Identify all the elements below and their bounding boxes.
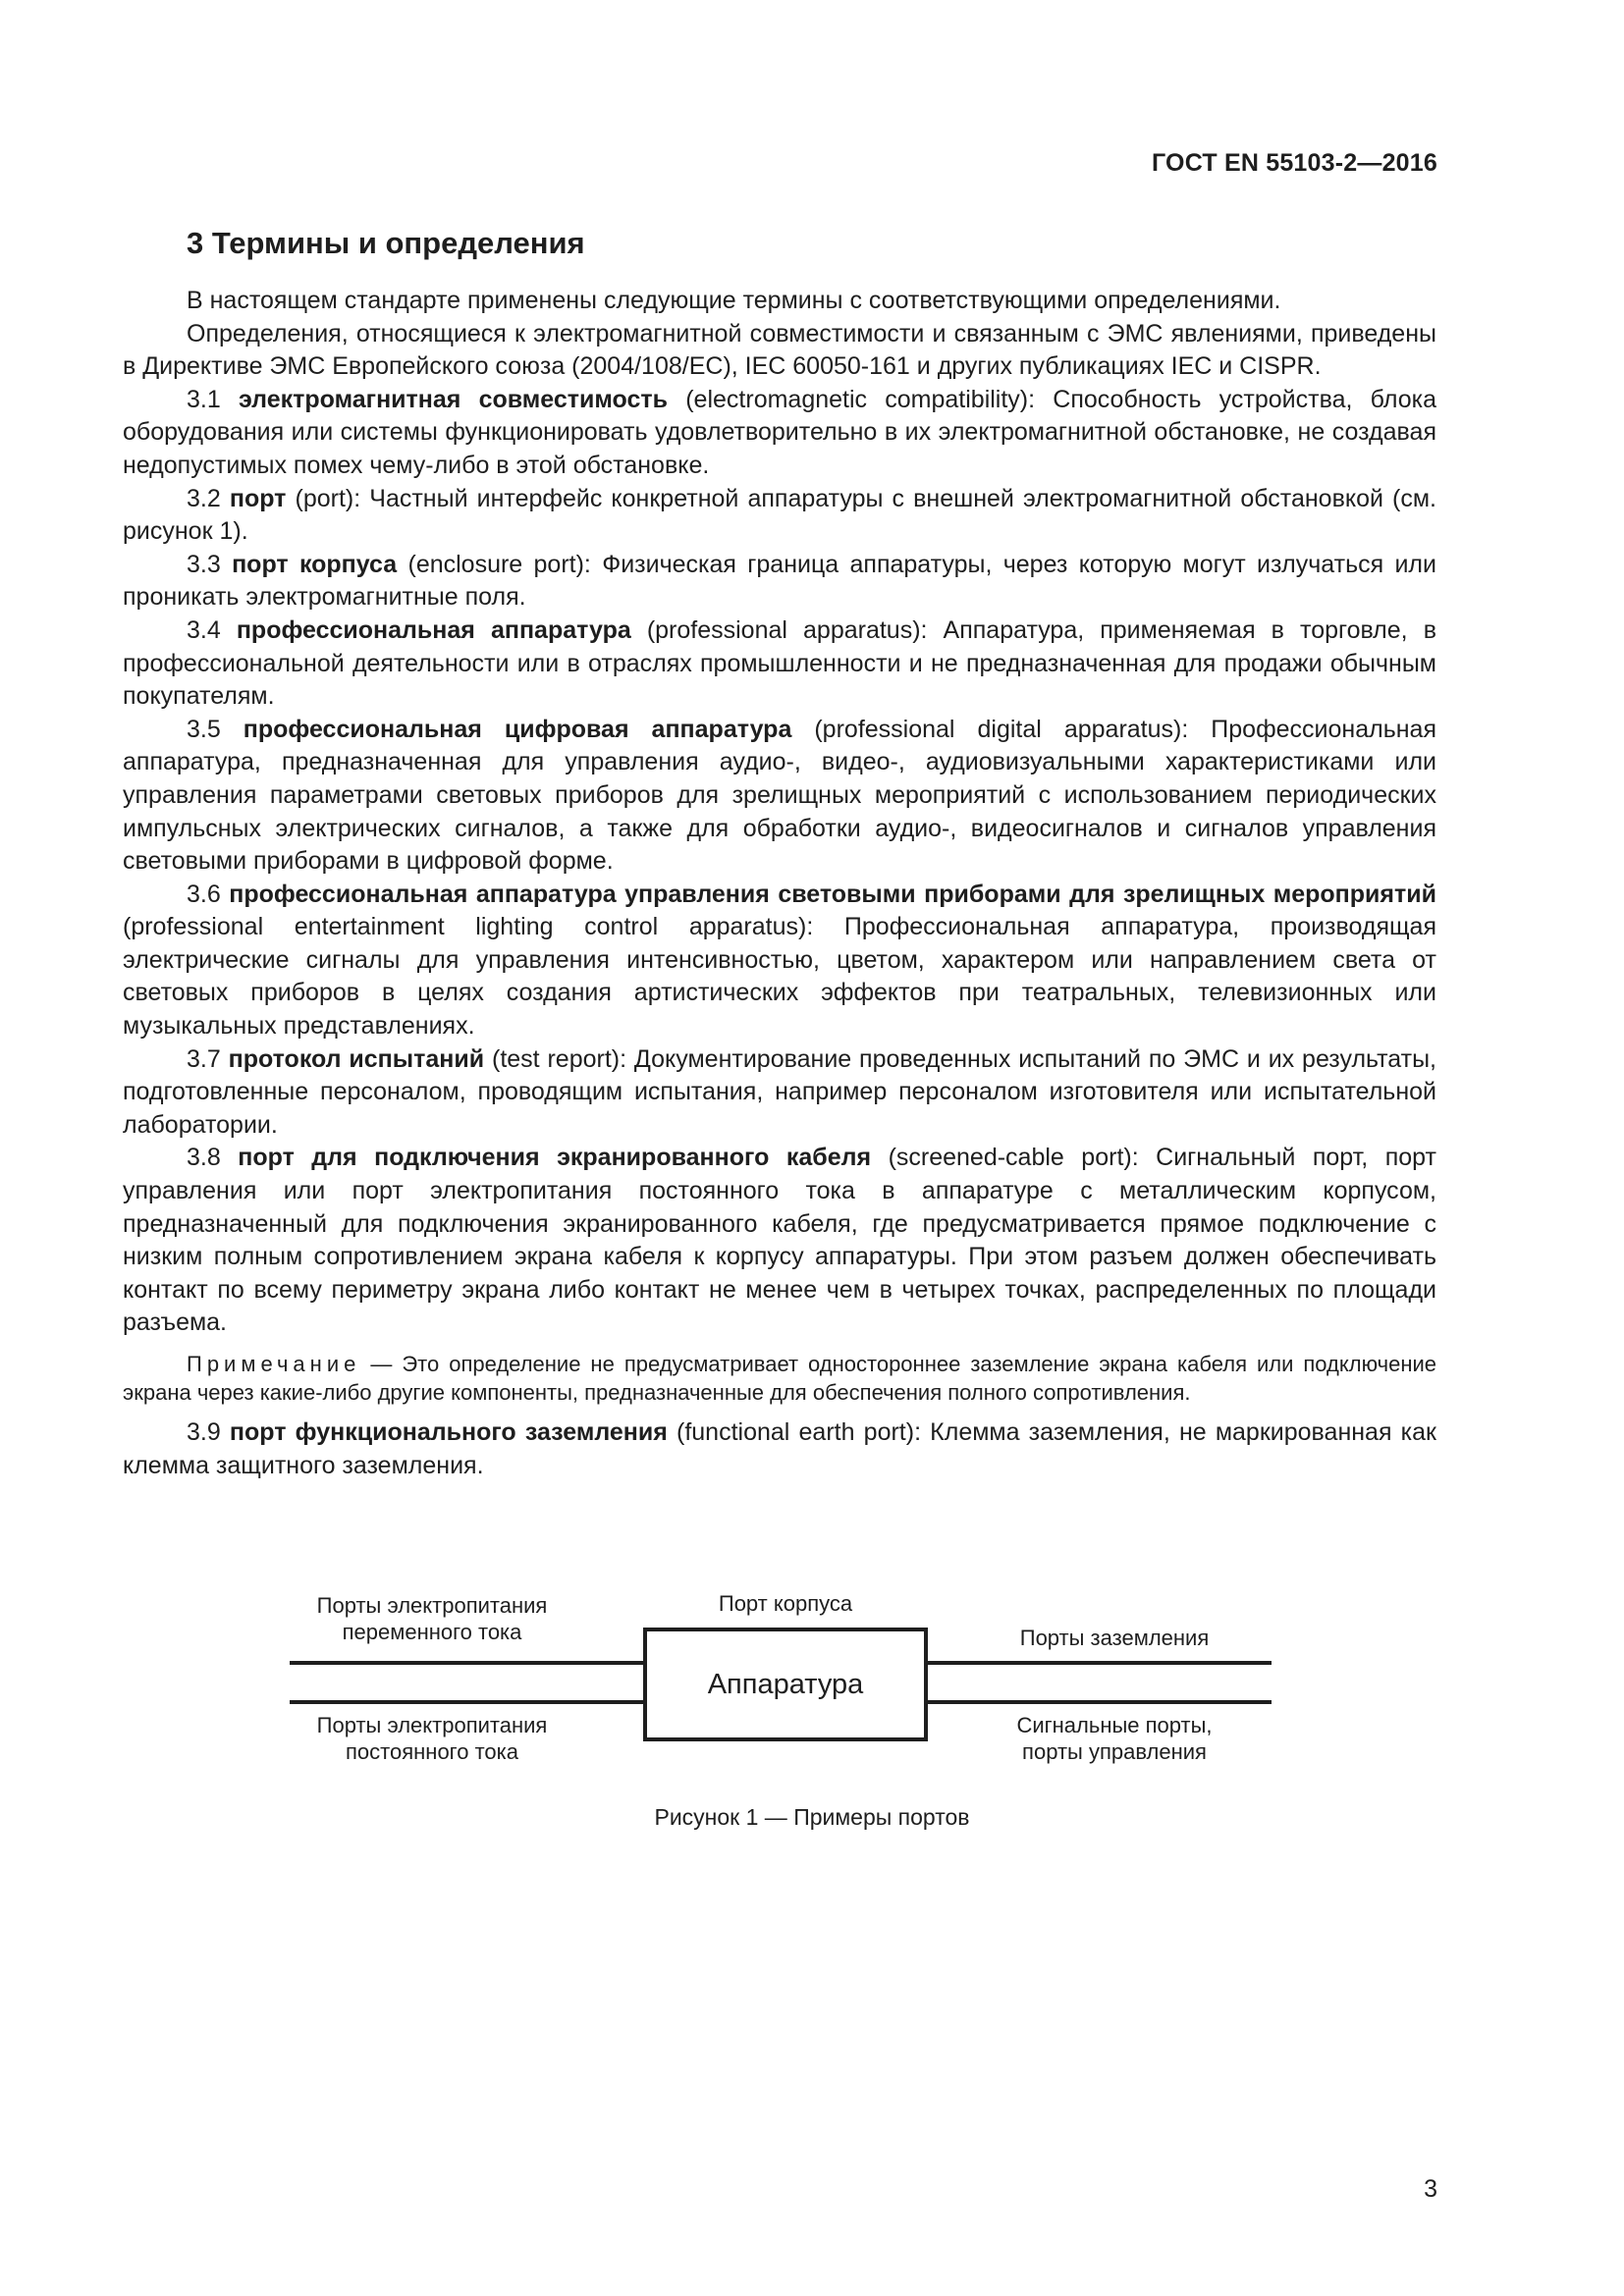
section-title: 3 Термины и определения bbox=[187, 226, 585, 260]
term-definition: (electromagnetic compatibility): Способность устройства, блока оборудования или системы функционировать удовлетворительно в их электромагнитной обстановке, не создавая недопустимых помех чему-либо в этой обстановке. bbox=[123, 385, 1437, 479]
term-definition: (functional earth port): Клемма заземления, не маркированная как клемма защитного заземления. bbox=[123, 1418, 1436, 1479]
term-name: профессиональная цифровая аппаратура bbox=[243, 715, 792, 743]
term-3-5 bbox=[123, 714, 1436, 879]
term-definition: (test report): Документирование проведенных испытаний по ЭМС и их результаты, подготовленные персоналом, проводящим испытания, например персоналом изготовителя или испытательной лаборатории. bbox=[123, 1044, 1436, 1139]
term-3-7 bbox=[123, 1043, 1436, 1143]
term-name: порт корпуса bbox=[232, 550, 398, 578]
label-line: Сигнальные порты, bbox=[1016, 1713, 1213, 1737]
term-number: 3.2 bbox=[187, 484, 230, 512]
term-3-9 bbox=[123, 1416, 1436, 1482]
intro-paragraph: В настоящем стандарте применены следующие термины с соответствующими определениями. bbox=[187, 287, 1281, 314]
term-name: протокол испытаний bbox=[228, 1044, 485, 1073]
document-id-header: ГОСТ EN 55103-2—2016 bbox=[1152, 149, 1437, 177]
note bbox=[123, 1350, 1436, 1407]
term-definition: (professional entertainment lighting control apparatus): Профессиональная аппаратура, производящая электрические сигналы для управления интенсивностью, цветом, характером или направлением света от световых приборов в целях создания артистических эффектов при театральных, телевизионных или музыкальных представлениях. bbox=[123, 913, 1436, 1041]
term-name: электромагнитная совместимость bbox=[238, 385, 669, 413]
term-3-8 bbox=[123, 1142, 1436, 1340]
term-definition: (professional apparatus): Аппаратура, применяемая в торговле, в профессиональной деятельности или в отраслях промышленности и не предназначенная для продажи обычным покупателям. bbox=[123, 615, 1436, 711]
term-number: 3.9 bbox=[187, 1418, 230, 1446]
earth-ports-label: Порты заземления bbox=[1019, 1626, 1210, 1650]
enclosure-port-label: Порт корпуса bbox=[718, 1591, 853, 1616]
ac-power-ports-label bbox=[290, 1592, 574, 1645]
label-line: Порты электропитания bbox=[316, 1593, 548, 1618]
dc-power-ports-label bbox=[290, 1712, 574, 1765]
label-line: порты управления bbox=[1022, 1739, 1207, 1764]
term-name: порт для подключения экранированного кабеля bbox=[238, 1144, 872, 1172]
term-3-6 bbox=[123, 879, 1436, 1043]
term-number: 3.4 bbox=[187, 615, 237, 644]
term-definition: (professional digital apparatus): Профессиональная аппаратура, предназначенная для управления аудио-, видео-, аудиовизуальными характеристиками или управления параметрами световых приборов для зрелищных мероприятий с использованием периодических импульсных электрических сигналов, а также для обработки аудио-, видеосигналов и сигналов управления световыми приборами в цифровой форме. bbox=[123, 715, 1436, 876]
term-number: 3.5 bbox=[187, 715, 244, 743]
document-body bbox=[123, 224, 1436, 1482]
term-number: 3.7 bbox=[187, 1044, 229, 1073]
apparatus-box: Аппаратура bbox=[643, 1628, 928, 1741]
term-3-4 bbox=[123, 614, 1436, 714]
term-number: 3.8 bbox=[187, 1144, 239, 1172]
term-number: 3.1 bbox=[187, 385, 239, 413]
term-name: профессиональная аппаратура управления световыми приборами для зрелищных мероприятий bbox=[229, 880, 1436, 908]
term-3-1 bbox=[123, 384, 1436, 483]
term-definition: (enclosure port): Физическая граница аппаратуры, через которую могут излучаться или проникать электромагнитные поля. bbox=[123, 550, 1436, 612]
signal-control-ports-label bbox=[967, 1712, 1262, 1765]
page-number: 3 bbox=[1424, 2175, 1437, 2203]
term-number: 3.6 bbox=[187, 880, 230, 908]
note-text: — Это определение не предусматривает одностороннее заземление экрана кабеля или подключение экрана через какие-либо другие компоненты, предназначенные для обеспечения полного сопротивления. bbox=[123, 1352, 1436, 1405]
figure-caption: Рисунок 1 — Примеры портов bbox=[654, 1804, 970, 1830]
term-number: 3.3 bbox=[187, 550, 233, 578]
label-line: Порты электропитания bbox=[316, 1713, 548, 1737]
term-3-2 bbox=[123, 483, 1436, 549]
term-definition: (screened-cable port): Сигнальный порт, порт управления или порт электропитания постоянного тока в аппаратуре с металлическим корпусом, предназначенный для подключения экранированного кабеля, где предусматривается прямое подключение с низким полным сопротивлением экрана кабеля к корпусу аппаратуры. При этом разъем должен обеспечивать контакт по всему периметру экрана либо контакт не менее чем в четырех точках, распределенных по площади разъема. bbox=[123, 1144, 1436, 1337]
intro-paragraph: Определения, относящиеся к электромагнитной совместимости и связанным с ЭМС явлениями, приведены в Директиве ЭМС Европейского союза (2004/108/EC), IEC 60050-161 и других публикациях IEC и CISPR. bbox=[123, 319, 1436, 381]
ports-figure bbox=[290, 1571, 1272, 1787]
term-name: порт bbox=[229, 484, 287, 512]
label-line: постоянного тока bbox=[346, 1739, 518, 1764]
term-name: порт функционального заземления bbox=[229, 1418, 668, 1446]
term-name: профессиональная аппаратура bbox=[236, 615, 631, 644]
term-definition: (port): Частный интерфейс конкретной аппаратуры с внешней электромагнитной обстановкой (см. рисунок 1). bbox=[123, 484, 1437, 546]
term-3-3 bbox=[123, 549, 1436, 614]
label-line: переменного тока bbox=[342, 1620, 522, 1644]
note-label: Примечание bbox=[187, 1352, 361, 1376]
